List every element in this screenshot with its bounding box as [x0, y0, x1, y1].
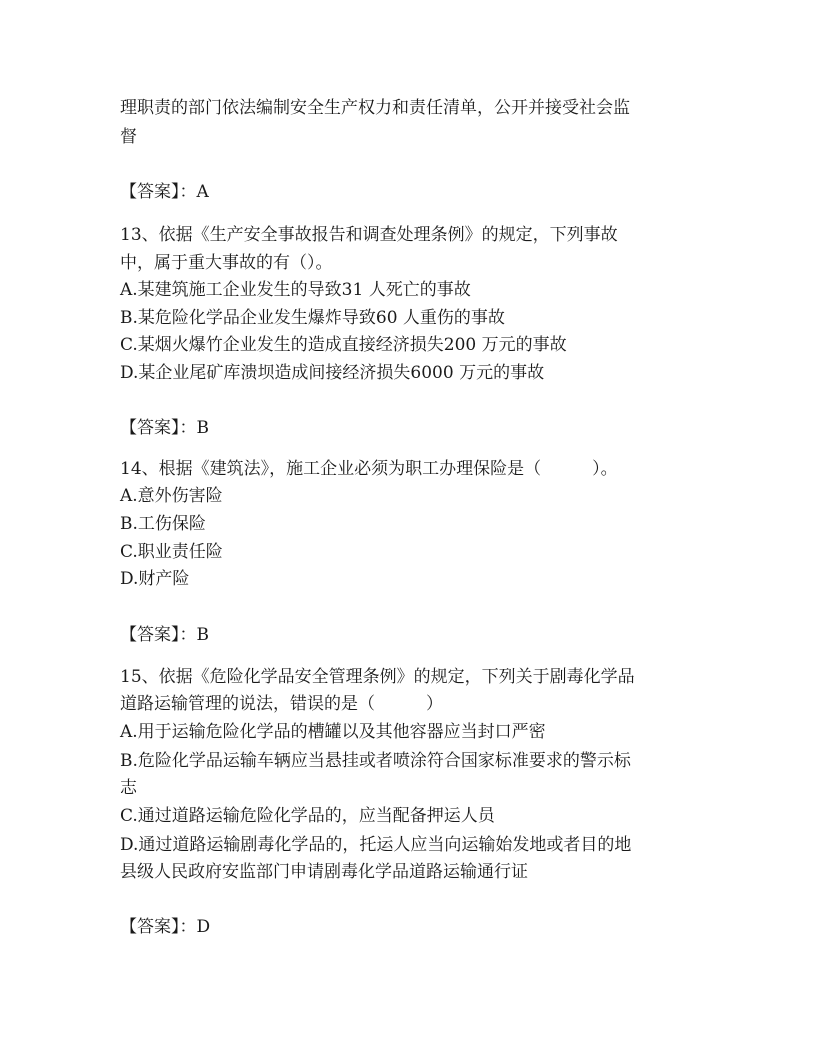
prev-question-tail-line-1: 理职责的部门依法编制安全生产权力和责任清单，公开并接受社会监: [120, 98, 630, 118]
prev-question-tail-line-2: 督: [120, 127, 137, 147]
answer-15: 【答案】：D: [120, 917, 211, 937]
q15-option-b-line-1: B.危险化学品运输车辆应当悬挂或者喷涂符合国家标准要求的警示标: [120, 751, 631, 771]
q15-option-c: C.通过道路运输危险化学品的，应当配备押运人员: [120, 806, 495, 826]
q14-stem: 14、根据《建筑法》，施工企业必须为职工办理保险是（ ）。: [120, 459, 618, 479]
q14-option-c: C.职业责任险: [120, 542, 223, 562]
answer-12: 【答案】：A: [120, 182, 209, 202]
q15-stem-line-2: 道路运输管理的说法，错误的是（ ）: [120, 694, 443, 714]
q13-option-b: B.某危险化学品企业发生爆炸导致60 人重伤的事故: [120, 308, 505, 328]
q13-option-c: C.某烟火爆竹企业发生的造成直接经济损失200 万元的事故: [120, 335, 567, 355]
q13-option-d: D.某企业尾矿库溃坝造成间接经济损失6000 万元的事故: [120, 363, 545, 383]
q13-option-a: A.某建筑施工企业发生的导致31 人死亡的事故: [120, 280, 471, 300]
answer-14: 【答案】：B: [120, 625, 209, 645]
q14-option-a: A.意外伤害险: [120, 486, 223, 506]
q14-option-d: D.财产险: [120, 569, 190, 589]
q15-option-d-line-2: 县级人民政府安监部门申请剧毒化学品道路运输通行证: [120, 862, 528, 882]
answer-13: 【答案】：B: [120, 418, 209, 438]
q14-option-b: B.工伤保险: [120, 514, 206, 534]
q13-stem-line-1: 13、依据《生产安全事故报告和调查处理条例》的规定，下列事故: [120, 225, 618, 245]
q15-option-b-line-2: 志: [120, 778, 137, 798]
q15-option-d-line-1: D.通过道路运输剧毒化学品的，托运人应当向运输始发地或者目的地: [120, 835, 632, 855]
q15-option-a: A.用于运输危险化学品的槽罐以及其他容器应当封口严密: [120, 722, 546, 742]
q13-stem-line-2: 中，属于重大事故的有（）。: [120, 253, 333, 273]
q15-stem-line-1: 15、依据《危险化学品安全管理条例》的规定，下列关于剧毒化学品: [120, 667, 635, 687]
